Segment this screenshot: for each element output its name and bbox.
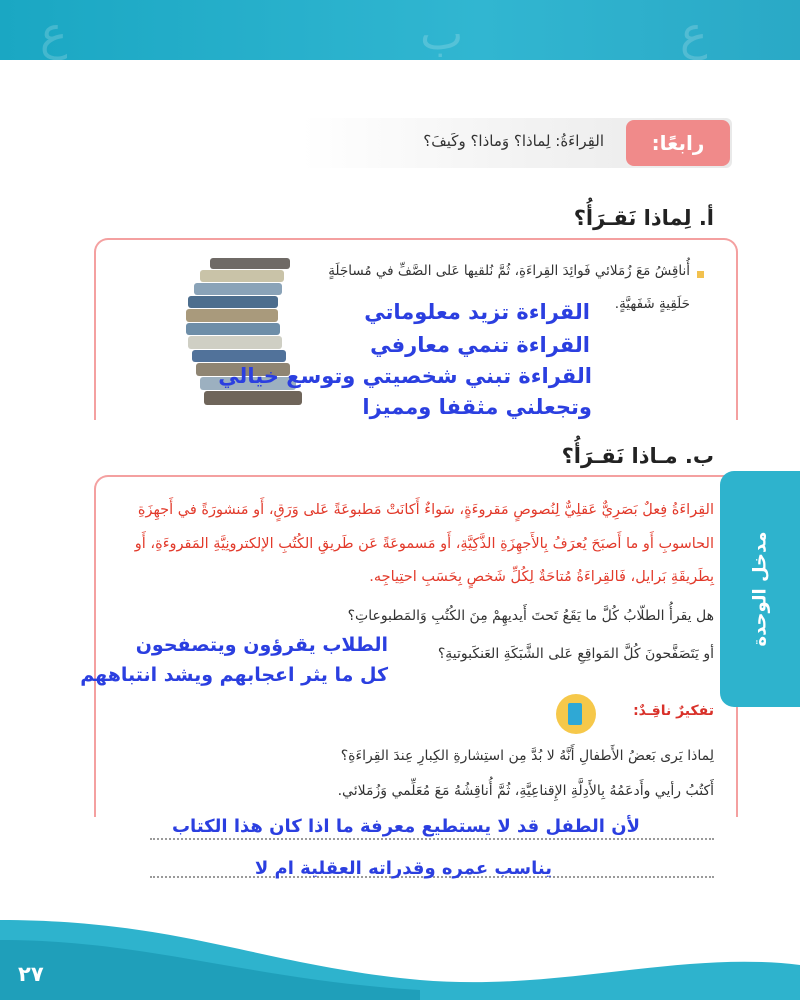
handwritten-answer: القراءة تنمي معارفي — [370, 333, 590, 357]
handwritten-answer: الطلاب يقرؤون ويتصفحون — [135, 634, 388, 656]
heading-part-b: ب. مـاذا نَقـرَأُ؟ — [561, 444, 714, 468]
handwritten-answer: القراءة تزيد معلوماتي — [364, 300, 590, 324]
question-line: أَكتُبُ رأيي وأَدعَمُهُ بِالأَدِلَّةِ الإِقناعِيَّةِ، ثُمَّ أُناقِشُهُ مَعَ مُعَلِّمي وَزُمَلائي. — [337, 783, 714, 799]
heading-part-a: أ. لِماذا نَقـرَأُ؟ — [573, 206, 714, 230]
handwritten-answer: كل ما يثر اعجابهم ويشد انتباههم — [80, 664, 388, 686]
decor-glyph: ب — [420, 6, 464, 60]
handwritten-answer: وتجعلني مثقفا ومميزا — [362, 395, 592, 419]
question-line: هل يقرأُ الطلّابُ كُلَّ ما يَقَعُ تَحتَ أَيديهِمْ مِنَ الكُتُبِ وَالمَطبوعاتِ؟ — [347, 608, 714, 624]
paragraph-line: بِطَريقَةِ بَرايل، فَالقِراءَةُ مُتاحَةٌ لِكُلِّ شَخصٍ بِحَسَبِ احتِياجِه. — [369, 569, 714, 585]
instruction-line: أُناقِشُ مَعَ زُمَلائي فَوائِدَ القِراءَةِ، ثُمَّ نُلقيها عَلى الصَّفِّ في مُساجَلَةٍ — [328, 263, 690, 279]
books-stack-image — [180, 252, 310, 412]
page-number: ٢٧ — [18, 962, 44, 986]
bullet-icon — [697, 271, 704, 278]
section-badge: رابعًا: — [626, 120, 730, 166]
paragraph-line: الحاسوبِ أَو ما أَصبَحَ يُعرَفُ بِالأَجهِزَةِ الذَّكِيَّةِ، أَو مَسموعَةً عَن طَريقِ الكُتُبِ الإلكترونِيَّةِ المَقروءَةِ، أَو — [134, 536, 714, 552]
question-line: أو يَتَصَفَّحونَ كُلَّ المَواقِعِ عَلى الشَّبَكَةِ العَنكَبوتيةِ؟ — [437, 646, 714, 662]
top-decorative-band — [0, 0, 800, 60]
bottom-decorative-wave — [0, 910, 800, 1000]
instruction-line: حَلَقِيةٍ شَفَهيَّةٍ. — [614, 296, 690, 312]
handwritten-answer: القراءة تبني شخصيتي وتوسع خيالي — [218, 364, 592, 388]
critical-thinking-label: تفكيرٌ ناقِـدٌ: — [633, 703, 714, 719]
puzzle-icon — [556, 694, 596, 734]
handwritten-answer: لأن الطفل قد لا يستطيع معرفة ما اذا كان هذا الكتاب — [171, 816, 640, 837]
decor-glyph: ع — [680, 6, 708, 60]
question-line: لِماذا يَرى بَعضُ الأَطفالِ أَنَّهُ لا بُدَّ مِن استِشارةِ الكِبارِ عِندَ القِراءَةِ؟ — [340, 748, 714, 764]
unit-side-tab — [720, 471, 800, 707]
section-title: القِراءَةُ: لِماذا؟ وَماذا؟ وكَيفَ؟ — [423, 132, 604, 150]
side-tab-label: مدخل الوحدة — [749, 531, 771, 647]
answer-line — [150, 838, 714, 840]
handwritten-answer: يناسب عمره وقدراته العقلية ام لا — [254, 858, 552, 879]
decor-glyph: ع — [40, 6, 68, 60]
paragraph-line: القِراءَةُ فِعلٌ بَصَرِيٌّ عَقلِيٌّ لِنُصوصٍ مَقروءَةٍ، سَواءٌ أَكانَتْ مَطبوعَةً عَلى وَرَقٍ، أَو مَنشورَةً في أَجهِزَةِ — [137, 502, 714, 518]
